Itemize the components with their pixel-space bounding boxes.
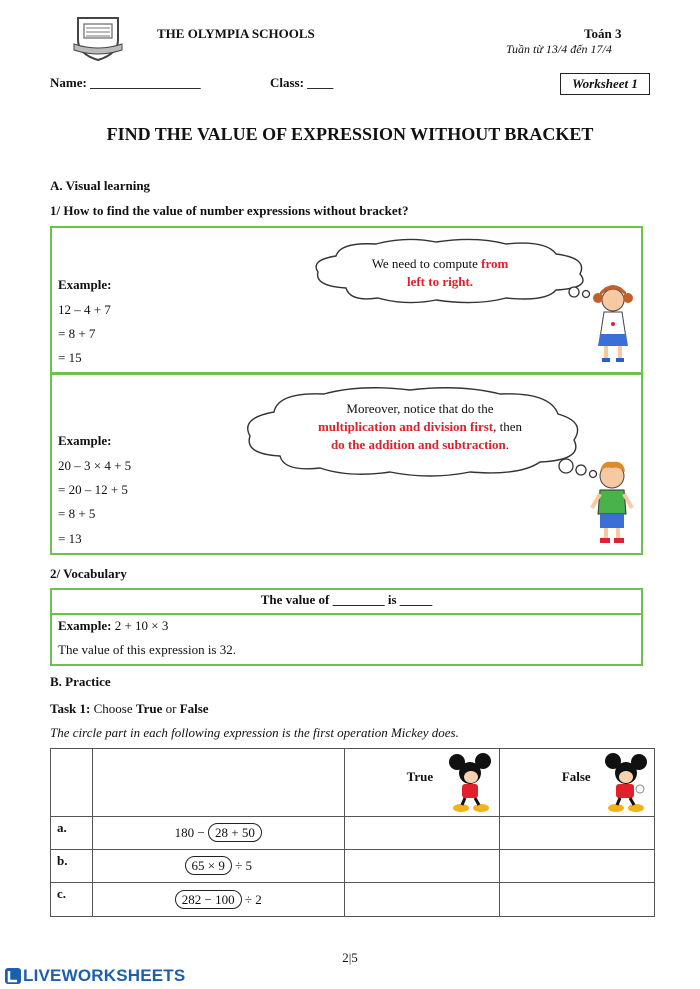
row-a-circled: 28 + 50 <box>208 823 262 842</box>
task-1-text: Choose <box>93 701 133 716</box>
worksheet-badge: Worksheet 1 <box>560 73 650 95</box>
vocab-heading: 2/ Vocabulary <box>50 566 127 581</box>
vocab-example <box>58 618 168 634</box>
school-logo <box>72 14 124 62</box>
row-a-expression <box>92 817 344 850</box>
cloud-1-normal: We need to compute <box>371 256 482 271</box>
header-true-cell <box>344 749 499 817</box>
row-c-expression <box>92 883 344 917</box>
vocab-divider <box>50 613 643 615</box>
cloud-2-text <box>290 400 550 454</box>
page-title: FIND THE VALUE OF EXPRESSION WITHOUT BRACKET <box>106 124 594 144</box>
row-c-true-cell[interactable] <box>344 883 499 917</box>
vocab-phrase: The value of ________ is _____ <box>260 592 433 607</box>
school-name: THE OLYMPIA SCHOOLS <box>157 26 315 41</box>
row-b-false-cell[interactable] <box>499 850 654 883</box>
example-1-line-2: = 8 + 7 <box>58 326 96 341</box>
row-b-true-cell[interactable] <box>344 850 499 883</box>
row-a-label: a. <box>51 817 93 850</box>
subject: Toán 3 <box>584 26 622 41</box>
header-empty-cell <box>51 749 93 817</box>
row-b-label: b. <box>51 850 93 883</box>
table-row <box>51 883 655 917</box>
cloud-2-mid: , then <box>493 419 523 434</box>
mickey-false-icon <box>604 753 648 813</box>
header-expression-cell <box>92 749 344 817</box>
header-false-cell <box>499 749 654 817</box>
cloud-2-end: . <box>505 437 510 452</box>
task-1-false: False <box>179 701 209 716</box>
row-b-circled: 65 × 9 <box>185 856 232 875</box>
row-c-label: c. <box>51 883 93 917</box>
true-column-label: True <box>406 769 434 784</box>
row-c-false-cell[interactable] <box>499 883 654 917</box>
row-a-false-cell[interactable] <box>499 817 654 850</box>
question-1: 1/ How to find the value of number expressions without bracket? <box>50 203 409 218</box>
girl-illustration <box>590 284 636 364</box>
true-false-table <box>50 748 655 917</box>
row-c-circled: 282 − 100 <box>175 890 242 909</box>
footer-brand[interactable] <box>4 965 185 987</box>
cloud-1-text <box>330 255 550 291</box>
example-1-line-1: 12 – 4 + 7 <box>58 302 111 317</box>
example-1-line-3: = 15 <box>58 350 82 365</box>
row-a-true-cell[interactable] <box>344 817 499 850</box>
row-a-before: 180 − <box>174 825 205 840</box>
cloud-1-red-1: from <box>481 256 509 271</box>
section-b-heading: B. Practice <box>50 674 111 689</box>
name-field[interactable]: Name: _________________ <box>50 75 201 90</box>
cloud-2-red-2: do the addition and subtraction <box>330 437 506 452</box>
row-b-expression <box>92 850 344 883</box>
task-1-or: or <box>165 701 177 716</box>
row-b-after: ÷ 5 <box>235 858 253 873</box>
example-2-label: Example: <box>58 433 112 448</box>
cloud-2-line-1: Moreover, notice that do the <box>346 401 494 416</box>
table-row <box>51 817 655 850</box>
example-2-line-4: = 13 <box>58 531 82 546</box>
row-c-after: ÷ 2 <box>244 891 262 907</box>
footer-brand-text: LIVEWORKSHEETS <box>23 966 186 985</box>
example-2-line-2: = 20 – 12 + 5 <box>58 482 128 497</box>
task-1-true: True <box>135 701 163 716</box>
example-1-label: Example: <box>58 277 112 292</box>
vocab-example-sentence: The value of this expression is 32. <box>58 642 236 657</box>
class-field[interactable]: Class: ____ <box>270 75 334 90</box>
task-1-label: Task 1: <box>50 701 91 716</box>
task-1-instruction: The circle part in each following expression is the first operation Mickey does. <box>50 725 459 740</box>
page-number: 2|5 <box>342 950 358 965</box>
boy-illustration <box>588 460 636 546</box>
section-a-heading: A. Visual learning <box>50 178 151 193</box>
vocab-example-label: Example: <box>58 618 112 633</box>
false-column-label: False <box>561 769 591 784</box>
table-header-row <box>51 749 655 817</box>
example-2-line-1: 20 – 3 × 4 + 5 <box>58 458 132 473</box>
vocab-example-expr: 2 + 10 × 3 <box>114 618 169 633</box>
mickey-true-icon <box>449 753 493 813</box>
task-1 <box>50 701 209 717</box>
table-row <box>51 850 655 883</box>
cloud-1-red-2: left to right. <box>406 274 474 289</box>
liveworksheets-logo-icon <box>4 967 22 985</box>
example-2-line-3: = 8 + 5 <box>58 506 96 521</box>
week-dates: Tuần từ 13/4 đến 17/4 <box>506 42 612 56</box>
cloud-2-red-1: multiplication and division first <box>317 419 494 434</box>
